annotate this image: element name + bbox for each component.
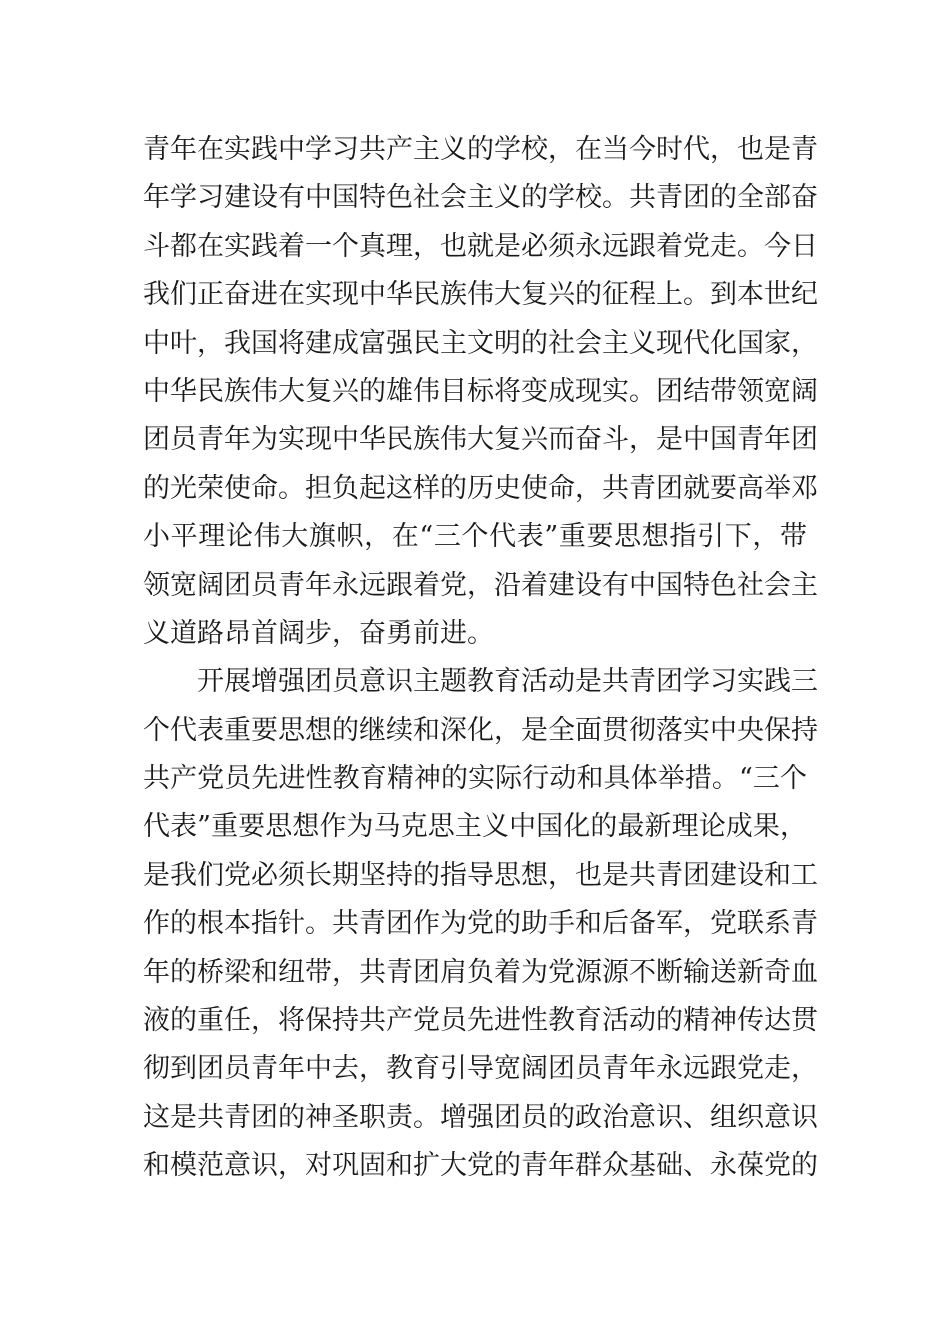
paragraph-2-line-5: 是我们党必须长期坚持的指导思想，也是共青团建设和工 (143, 859, 818, 891)
paragraph-2-line-2: 个代表重要思想的继续和深化，是全面贯彻落实中央保持 (143, 714, 818, 746)
paragraph-2-line-1: 开展增强团员意识主题教育活动是共青团学习实践三 (197, 666, 818, 698)
paragraph-2-line-3: 共产党员先进性教育精神的实际行动和具体举措。“三个 (143, 763, 807, 795)
paragraph-2-line-9: 彻到团员青年中去，教育引导宽阔团员青年永远跟党走， (143, 1053, 818, 1085)
paragraph-1-line-7: 团员青年为实现中华民族伟大复兴而奋斗，是中国青年团 (143, 424, 818, 456)
paragraph-1-line-5: 中叶，我国将建成富强民主文明的社会主义现代化国家， (143, 327, 818, 359)
paragraph-1-line-2: 年学习建设有中国特色社会主义的学校。共青团的全部奋 (143, 182, 818, 214)
paragraph-2-line-10: 这是共青团的神圣职责。增强团员的政治意识、组织意识 (143, 1101, 818, 1133)
paragraph-2-line-11: 和模范意识，对巩固和扩大党的青年群众基础、永葆党的 (143, 1150, 818, 1182)
paragraph-1-line-4: 我们正奋进在实现中华民族伟大复兴的征程上。到本世纪 (143, 279, 818, 311)
paragraph-1-line-6: 中华民族伟大复兴的雄伟目标将变成现实。团结带领宽阔 (143, 375, 818, 407)
paragraph-2-line-4: 代表”重要思想作为马克思主义中国化的最新理论成果， (143, 811, 807, 843)
paragraph-2-line-8: 液的重任，将保持共产党员先进性教育活动的精神传达贯 (143, 1005, 818, 1037)
paragraph-2-line-6: 作的根本指针。共青团作为党的助手和后备军，党联系青 (143, 908, 818, 940)
paragraph-2-line-7: 年的桥梁和纽带，共青团肩负着为党源源不断输送新奇血 (143, 956, 818, 988)
document-body (143, 126, 818, 1191)
paragraph-1-line-8: 的光荣使命。担负起这样的历史使命，共青团就要高举邓 (143, 472, 818, 504)
paragraph-1-line-9: 小平理论伟大旗帜，在“三个代表”重要思想指引下，带 (143, 521, 807, 553)
paragraph-1-line-10: 领宽阔团员青年永远跟着党，沿着建设有中国特色社会主 (143, 569, 818, 601)
paragraph-1-line-11: 义道路昂首阔步，奋勇前进。 (143, 617, 494, 649)
paragraph-1-line-3: 斗都在实践着一个真理，也就是必须永远跟着党走。今日 (143, 230, 818, 262)
paragraph-1-line-1: 青年在实践中学习共产主义的学校，在当今时代，也是青 (143, 134, 818, 165)
